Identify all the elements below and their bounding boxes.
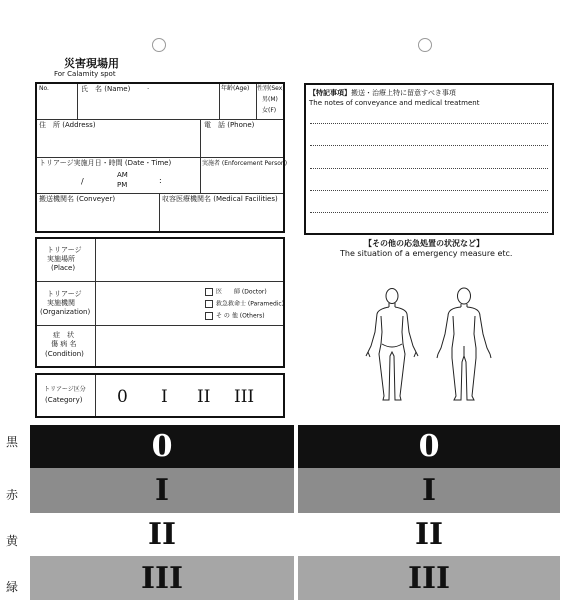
notes-title-jp: 【特記事項】	[309, 89, 351, 97]
band-label-green: 緑	[6, 580, 19, 594]
am-label: AM	[117, 171, 128, 179]
name-mark: ·	[147, 85, 150, 93]
right-band-black[interactable]	[298, 425, 560, 468]
no-label: No.	[39, 85, 49, 92]
condition-label-en: (Condition)	[45, 350, 84, 358]
category-option-0[interactable]: 0	[117, 387, 128, 407]
card-title-jp: 災害現場用	[64, 57, 119, 70]
enforcer-label: 実施者 (Enforcement Person)	[202, 160, 288, 167]
emergency-title-en: The situation of a emergency measure etc.	[340, 249, 513, 258]
paramedic-checkbox[interactable]	[205, 300, 213, 308]
right-band-yellow[interactable]	[298, 513, 560, 556]
triage-detail-form	[35, 237, 285, 368]
left-band-red[interactable]	[30, 468, 294, 513]
sex-label: 性別(Sex)	[257, 85, 285, 92]
others-checkbox[interactable]	[205, 312, 213, 320]
band-numeral: I	[421, 473, 437, 508]
body-back-diagram[interactable]	[434, 286, 494, 404]
category-option-1[interactable]: I	[161, 387, 168, 407]
category-option-3[interactable]: III	[234, 387, 255, 407]
band-numeral: III	[140, 560, 184, 596]
pm-label: PM	[117, 181, 128, 189]
emergency-title-jp: 【その他の応急処置の状況など】	[364, 239, 484, 248]
band-label-yellow: 黄	[6, 534, 19, 548]
right-band-red[interactable]	[298, 468, 560, 513]
band-label-red: 赤	[6, 488, 19, 502]
note-line[interactable]	[310, 123, 548, 124]
note-line[interactable]	[310, 145, 548, 146]
time-colon: :	[159, 176, 162, 185]
address-label: 住 所 (Address)	[39, 121, 96, 129]
condition-label-jp1: 症 状	[53, 331, 74, 339]
notes-box	[304, 83, 554, 235]
conveyer-label: 搬送機関名 (Conveyer)	[39, 195, 116, 203]
place-label-jp2: 実施場所	[47, 255, 75, 263]
left-tag-card	[32, 28, 296, 426]
left-band-black[interactable]	[30, 425, 294, 468]
right-tag-card	[298, 28, 560, 426]
sex-male-option: 男(M)	[262, 96, 278, 103]
name-label: 氏 名 (Name)	[81, 85, 131, 93]
band-numeral: 0	[151, 429, 173, 464]
right-band-green[interactable]	[298, 556, 560, 600]
date-slash: /	[81, 177, 84, 186]
tag-hole	[152, 38, 166, 52]
band-numeral: III	[407, 560, 451, 596]
body-front-diagram[interactable]	[362, 286, 422, 404]
tag-hole	[418, 38, 432, 52]
notes-title	[309, 90, 456, 97]
band-numeral: II	[414, 517, 444, 552]
place-label-jp1: トリアージ	[47, 246, 82, 254]
organization-label-en: (Organization)	[40, 308, 91, 316]
doctor-option[interactable]: 医 師 (Doctor)	[205, 288, 267, 296]
category-option-2[interactable]: II	[197, 387, 211, 407]
place-label-en: (Place)	[51, 264, 76, 272]
notes-subtitle-en: The notes of conveyance and medical treatment	[309, 99, 480, 107]
doctor-checkbox[interactable]	[205, 288, 213, 296]
left-band-yellow[interactable]	[30, 513, 294, 556]
triage-time-label: トリアージ実施月日・時間 (Date・Time)	[39, 159, 172, 167]
phone-label: 電 話 (Phone)	[204, 121, 255, 129]
age-label: 年齢(Age)	[221, 85, 250, 92]
patient-info-form	[35, 82, 288, 233]
band-numeral: II	[147, 517, 177, 552]
medical-facility-label: 収容医療機関名 (Medical Facilities)	[162, 195, 278, 203]
note-line[interactable]	[310, 212, 548, 213]
paramedic-option[interactable]: 救急救命士 (Paramedic)	[205, 300, 284, 308]
notes-subtitle-jp: 搬送・治療上特に留意すべき事項	[351, 89, 456, 97]
note-line[interactable]	[310, 190, 548, 191]
category-label-en: (Category)	[45, 396, 83, 404]
left-band-green[interactable]	[30, 556, 294, 600]
band-numeral: I	[154, 473, 170, 508]
band-numeral: 0	[418, 429, 440, 464]
card-title-en: For Calamity spot	[54, 70, 116, 78]
note-line[interactable]	[310, 168, 548, 169]
category-label-jp: トリアージ区分	[44, 386, 86, 393]
others-option[interactable]: そ の 他 (Others)	[205, 312, 265, 320]
condition-label-jp2: 傷 病 名	[51, 340, 77, 348]
sex-female-option: 女(F)	[262, 107, 277, 114]
organization-label-jp2: 実施機関	[47, 299, 75, 307]
band-label-black: 黒	[6, 435, 19, 449]
organization-label-jp1: トリアージ	[47, 290, 82, 298]
category-form	[35, 373, 285, 418]
